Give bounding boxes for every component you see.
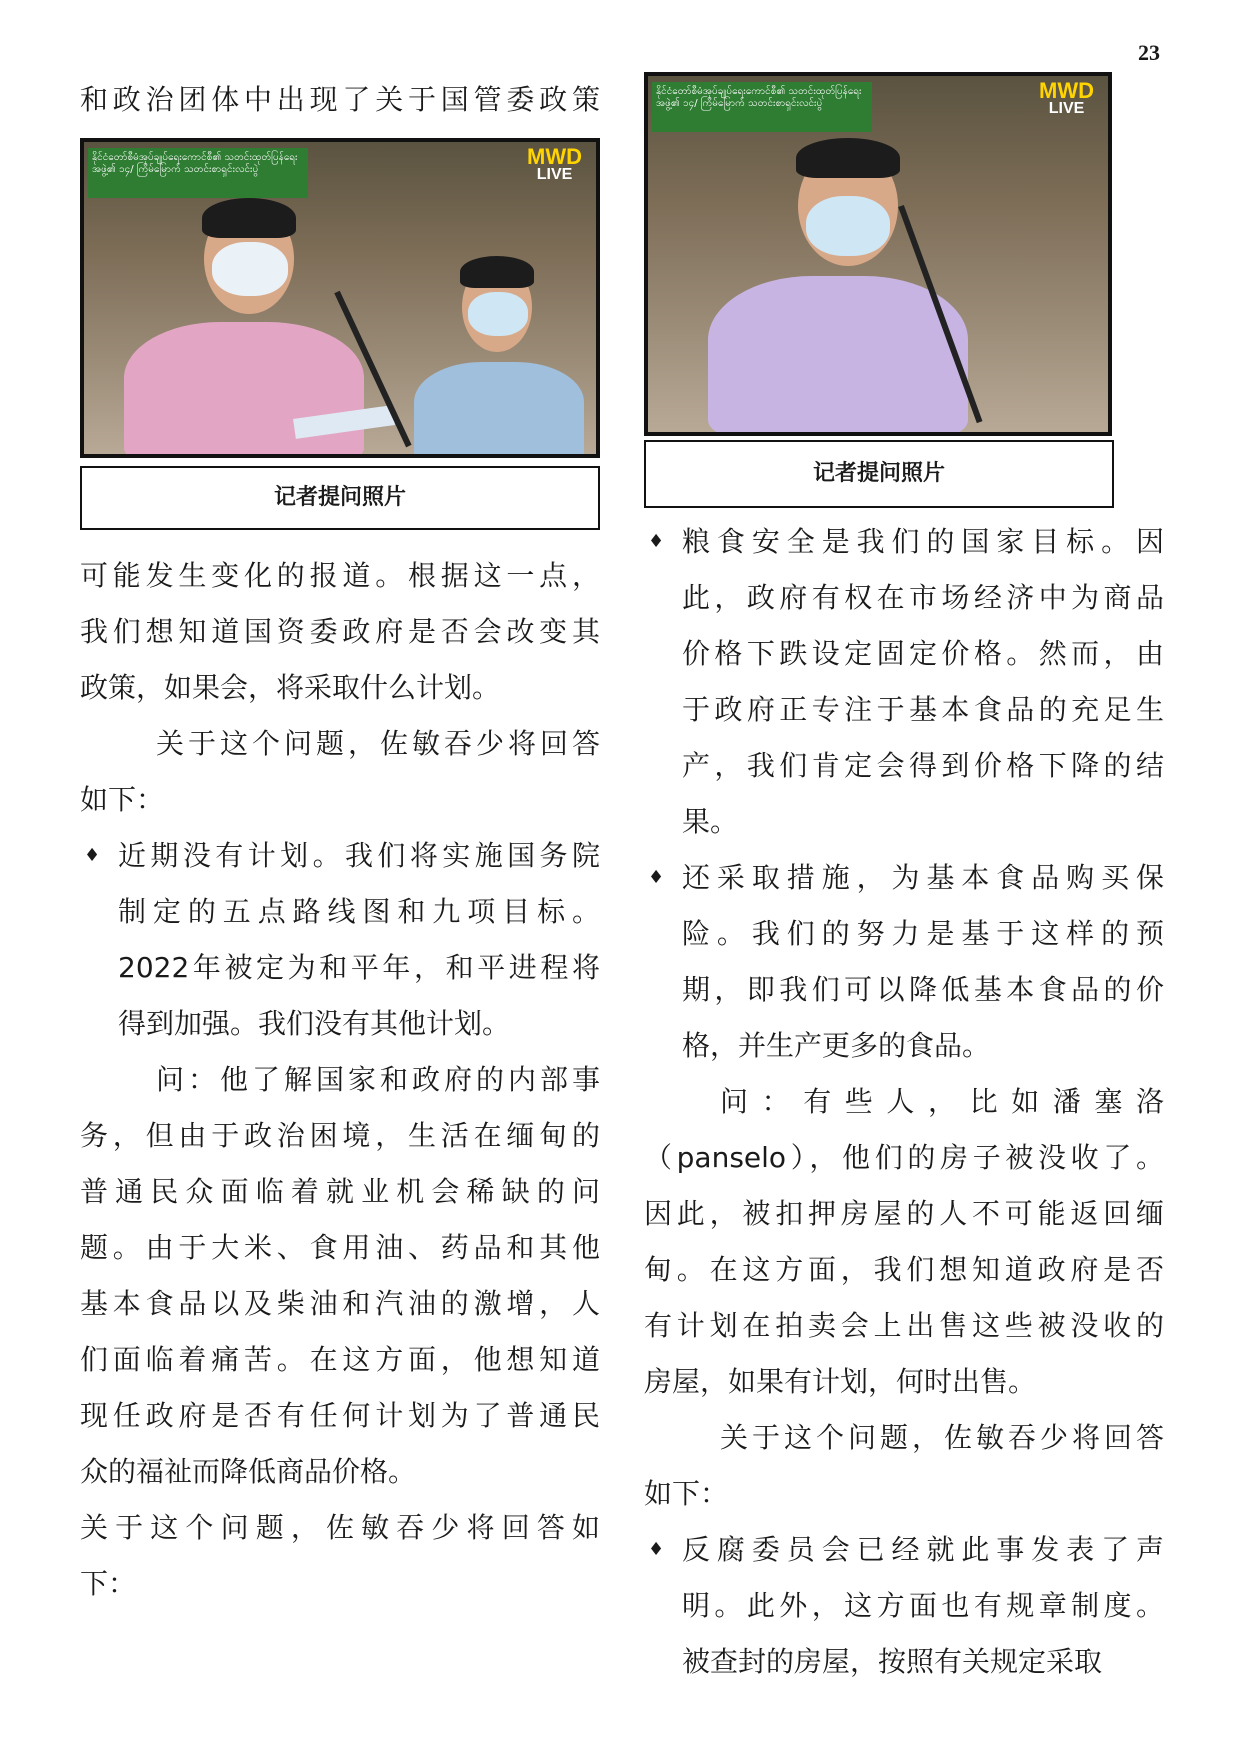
bullet-text-line <box>644 794 1164 850</box>
line-text: 如下： <box>80 783 165 816</box>
background-mask <box>468 292 528 336</box>
broadcast-overlay-text: နိုင်ငံတော်စီမံအုပ်ချုပ်ရေးကောင်စီ၏ သတင်းထုတ်ပြန်ရေးအဖွဲ့၏ ၁၄/ ကြိမ်မြောက် သတင်းစာရှင်းလင်းပွဲ <box>88 148 308 198</box>
line-text: 2022年被定为和平年，和平进程将 <box>118 951 600 984</box>
bullet-icon: ♦ <box>648 867 665 888</box>
broadcast-overlay-text: နိုင်ငံတော်စီမံအုပ်ချုပ်ရေးကောင်စီ၏ သတင်းထုတ်ပြန်ရေးအဖွဲ့၏ ၁၄/ ကြိမ်မြောက် သတင်းစာရှင်းလင်းပွဲ <box>652 82 872 132</box>
line-text: 众的福祉而降低商品价格。 <box>80 1455 417 1488</box>
text-line <box>644 1130 1164 1186</box>
bullet-text-line <box>644 1018 1164 1074</box>
bullet-text-line <box>80 940 600 996</box>
background-hair <box>460 256 534 288</box>
reporter-hair <box>796 138 900 178</box>
line-text: 价格下跌设定固定价格。然而，由 <box>682 637 1164 670</box>
line-text: 格，并生产更多的食品。 <box>682 1029 991 1062</box>
line-text: 我们想知道国资委政府是否会改变其 <box>80 615 600 648</box>
bullet-text-line <box>644 1634 1164 1690</box>
bullet-text-line <box>644 1522 1164 1578</box>
line-text: 问：有些人，比如潘塞洛 <box>720 1085 1164 1118</box>
text-line <box>644 1074 1164 1130</box>
photo-caption: 记者提问照片 <box>644 440 1114 508</box>
line-text: 甸。在这方面，我们想知道政府是否 <box>644 1253 1164 1286</box>
text-line <box>80 1052 600 1108</box>
line-text: 题。由于大米、食用油、药品和其他 <box>80 1231 600 1264</box>
mwd-live-logo <box>527 144 582 184</box>
line-text: 得到加强。我们没有其他计划。 <box>118 1007 511 1040</box>
text-line <box>644 1466 1164 1522</box>
text-line <box>644 1410 1164 1466</box>
bullet-text-line <box>644 962 1164 1018</box>
line-text: 期，即我们可以降低基本食品的价 <box>682 973 1164 1006</box>
text-line: 和政治团体中出现了关于国管委政策 <box>80 83 600 116</box>
line-text: 果。 <box>682 805 739 838</box>
line-text: 因此，被扣押房屋的人不可能返回缅 <box>644 1197 1164 1230</box>
text-line <box>80 1500 600 1556</box>
page-number: 23 <box>1138 40 1160 65</box>
reporter-photo-left <box>80 138 600 458</box>
text-line <box>80 1276 600 1332</box>
line-text: 现任政府是否有任何计划为了普通民 <box>80 1399 600 1432</box>
reporter-mask <box>806 196 890 256</box>
bullet-text-line <box>644 738 1164 794</box>
line-text: 关于这个问题，佐敏吞少将回答如 <box>80 1511 600 1544</box>
line-text: 房屋，如果有计划，何时出售。 <box>644 1365 1037 1398</box>
text-line <box>644 1354 1164 1410</box>
line-text: 险。我们的努力是基于这样的预 <box>682 917 1164 950</box>
bullet-text-line <box>644 514 1164 570</box>
line-text: 政策，如果会，将采取什么计划。 <box>80 671 501 704</box>
text-line <box>80 1556 600 1612</box>
text-line <box>80 1388 600 1444</box>
text-line <box>80 548 600 604</box>
line-text: 制定的五点路线图和九项目标。 <box>118 895 600 928</box>
line-text: 务，但由于政治困境，生活在缅甸的 <box>80 1119 600 1152</box>
photo-caption: 记者提问照片 <box>80 466 600 530</box>
line-text: （panselo），他们的房子被没收了。 <box>644 1141 1164 1174</box>
line-text: 们面临着痛苦。在这方面，他想知道 <box>80 1343 600 1376</box>
line-text: 问：他了解国家和政府的内部事 <box>156 1063 600 1096</box>
text-line <box>80 1108 600 1164</box>
logo-live-text: LIVE <box>536 166 573 183</box>
line-text: 关于这个问题，佐敏吞少将回答 <box>720 1421 1164 1454</box>
bullet-text-line <box>644 1578 1164 1634</box>
text-line <box>80 1332 600 1388</box>
text-line <box>80 1220 600 1276</box>
bullet-text-line <box>80 828 600 884</box>
bullet-text-line <box>644 682 1164 738</box>
logo-live-text: LIVE <box>1048 100 1085 117</box>
line-text: 明。此外，这方面也有规章制度。 <box>682 1589 1164 1622</box>
bullet-text-line <box>644 570 1164 626</box>
bullet-text-line <box>80 884 600 940</box>
text-line <box>80 772 600 828</box>
bullet-icon: ♦ <box>648 531 665 552</box>
logo-text: MWD <box>1039 78 1094 103</box>
right-text-body <box>644 514 1164 1690</box>
reporter-hair <box>202 198 296 238</box>
line-text: 如下： <box>644 1477 729 1510</box>
line-text: 普通民众面临着就业机会稀缺的问 <box>80 1175 600 1208</box>
line-text: 于政府正专注于基本食品的充足生 <box>682 693 1164 726</box>
right-column <box>644 80 1164 1690</box>
line-text: 可能发生变化的报道。根据这一点， <box>80 559 600 592</box>
line-text: 反腐委员会已经就此事发表了声 <box>682 1533 1164 1566</box>
reporter-figure <box>708 276 968 436</box>
text-line <box>80 604 600 660</box>
bullet-icon: ♦ <box>648 1539 665 1560</box>
logo-text: MWD <box>527 144 582 169</box>
line-text: 此，政府有权在市场经济中为商品 <box>682 581 1164 614</box>
line-text: 还采取措施，为基本食品购买保 <box>682 861 1164 894</box>
line-text: 下： <box>80 1567 137 1600</box>
text-line <box>80 1444 600 1500</box>
line-text: 近期没有计划。我们将实施国务院 <box>118 839 600 872</box>
bullet-text-line <box>644 626 1164 682</box>
line-text: 被查封的房屋，按照有关规定采取 <box>682 1645 1103 1678</box>
left-text-body <box>80 548 600 1612</box>
reporter-mask <box>212 242 288 296</box>
reporter-photo-right <box>644 72 1112 436</box>
line-text: 关于这个问题，佐敏吞少将回答 <box>156 727 600 760</box>
text-line <box>80 1164 600 1220</box>
text-line <box>644 1298 1164 1354</box>
line-text: 粮食安全是我们的国家目标。因 <box>682 525 1164 558</box>
reporter-figure <box>124 322 364 458</box>
background-figure <box>414 362 584 458</box>
mwd-live-logo <box>1039 78 1094 118</box>
text-line <box>644 1186 1164 1242</box>
left-column <box>80 80 600 1612</box>
line-text: 有计划在拍卖会上出售这些被没收的 <box>644 1309 1164 1342</box>
bullet-icon: ♦ <box>84 845 101 866</box>
bullet-text-line <box>644 850 1164 906</box>
line-text: 基本食品以及柴油和汽油的激增，人 <box>80 1287 600 1320</box>
line-text: 产，我们肯定会得到价格下降的结 <box>682 749 1164 782</box>
bullet-text-line <box>644 906 1164 962</box>
text-line <box>644 1242 1164 1298</box>
text-line <box>80 716 600 772</box>
text-line <box>80 660 600 716</box>
bullet-text-line <box>80 996 600 1052</box>
